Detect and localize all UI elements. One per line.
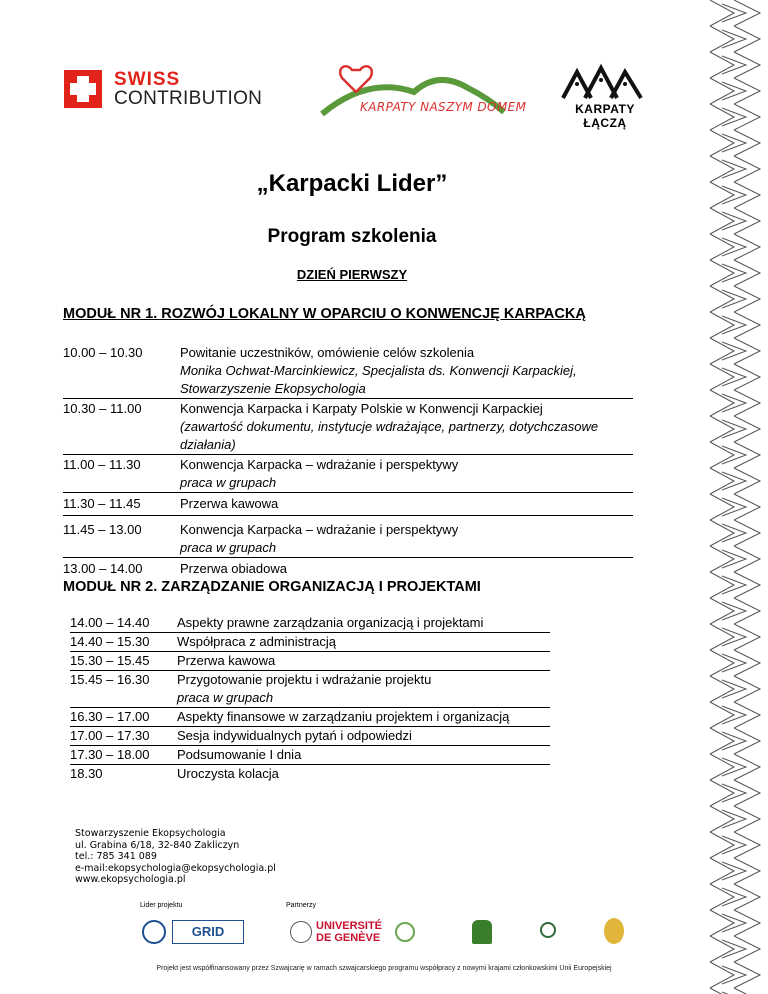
schedule-row xyxy=(70,671,550,708)
schedule-time: 17.00 – 17.30 xyxy=(70,728,150,743)
border-zigzag-segment xyxy=(710,338,760,364)
schedule-time: 14.00 – 14.40 xyxy=(70,615,150,630)
border-zigzag-segment xyxy=(710,442,760,468)
karpaty-naszym-domem-text: KARPATY NASZYM DOMEM xyxy=(360,100,527,114)
border-zigzag-segment xyxy=(710,312,760,338)
grid-logo: GRID xyxy=(172,920,244,944)
document-subtitle: Program szkolenia xyxy=(267,226,437,247)
border-zigzag-segment xyxy=(710,364,760,390)
partner-ekopsychologia-logo-icon xyxy=(395,922,415,942)
border-zigzag-segment xyxy=(710,780,760,806)
schedule-time: 13.00 – 14.00 xyxy=(63,561,143,576)
schedule-row xyxy=(70,727,550,746)
schedule-time: 18.30 xyxy=(70,766,103,781)
schedule-time: 15.45 – 16.30 xyxy=(70,672,150,687)
border-zigzag-segment xyxy=(710,390,760,416)
partner-green-logo-icon xyxy=(472,920,492,944)
schedule-item: Współpraca z administracją xyxy=(177,634,336,649)
border-zigzag-segment xyxy=(710,546,760,572)
schedule-time: 11.30 – 11.45 xyxy=(63,496,141,511)
border-zigzag-segment xyxy=(710,260,760,286)
schedule-time: 14.40 – 15.30 xyxy=(70,634,150,649)
schedule-item: Przerwa obiadowa xyxy=(180,561,287,576)
partner-orange-logo-icon xyxy=(604,918,624,944)
address-phone: tel.: 785 341 089 xyxy=(75,851,157,862)
border-zigzag-segment xyxy=(710,286,760,312)
border-zigzag-segment xyxy=(710,572,760,598)
swiss-logo-line2: CONTRIBUTION xyxy=(114,88,263,109)
border-zigzag-segment xyxy=(710,416,760,442)
border-zigzag-segment xyxy=(710,988,760,994)
border-zigzag-segment xyxy=(710,494,760,520)
schedule-time: 16.30 – 17.00 xyxy=(70,709,150,724)
border-zigzag-segment xyxy=(710,78,760,104)
partner-ecology-center-logo-icon xyxy=(540,922,556,938)
border-zigzag-segment xyxy=(710,234,760,260)
border-zigzag-segment xyxy=(710,728,760,754)
border-zigzag-segment xyxy=(710,598,760,624)
schedule-item: Aspekty prawne zarządzania organizacją i projektami xyxy=(177,615,484,630)
schedule-item: Podsumowanie I dnia xyxy=(177,747,302,762)
border-zigzag-segment xyxy=(710,858,760,884)
module1-schedule xyxy=(63,344,633,579)
karpaty-lacza-text: KARPATY ŁĄCZĄ xyxy=(575,102,635,130)
schedule-item: Uroczysta kolacja xyxy=(177,766,279,781)
university-geneva-logo xyxy=(316,920,382,944)
border-zigzag-segment xyxy=(710,130,760,156)
schedule-item: Sesja indywidualnych pytań i odpowiedzi xyxy=(177,728,412,743)
schedule-item: Aspekty finansowe w zarządzaniu projektem i organizacją xyxy=(177,709,510,724)
border-zigzag-segment xyxy=(710,0,760,26)
partnerzy-label: Partnerzy xyxy=(286,902,316,909)
border-zigzag-segment xyxy=(710,468,760,494)
swiss-contribution-logo xyxy=(64,70,262,108)
schedule-time: 10.30 – 11.00 xyxy=(63,401,142,416)
schedule-time: 10.00 – 10.30 xyxy=(63,345,143,360)
schedule-row xyxy=(70,708,550,727)
border-zigzag-segment xyxy=(710,182,760,208)
border-zigzag-segment xyxy=(710,936,760,962)
schedule-item: Konwencja Karpacka i Karpaty Polskie w Konwencji Karpackiej xyxy=(180,401,543,416)
unige-line1: UNIVERSITÉ xyxy=(316,920,383,932)
schedule-note: Monika Ochwat-Marcinkiewicz, Specjalista ds. Konwencji Karpackiej, Stowarzyszenie Ekopsychologia xyxy=(180,363,577,396)
schedule-row xyxy=(70,652,550,671)
address-email[interactable]: e-mail:ekopsychologia@ekopsychologia.pl xyxy=(75,862,276,874)
border-zigzag-segment xyxy=(710,832,760,858)
schedule-item: Konwencja Karpacka – wdrażanie i perspektywy xyxy=(180,457,459,472)
schedule-note: praca w grupach xyxy=(177,690,274,705)
schedule-row xyxy=(63,400,633,455)
schedule-row xyxy=(70,614,550,633)
module2-heading: MODUŁ NR 2. ZARZĄDZANIE ORGANIZACJĄ I PROJEKTAMI xyxy=(63,579,481,595)
schedule-row xyxy=(70,746,550,765)
schedule-item: Konwencja Karpacka – wdrażanie i perspektywy xyxy=(180,522,459,537)
address-street: ul. Grabina 6/18, 32-840 Zakliczyn xyxy=(75,839,240,851)
border-zigzag-segment xyxy=(710,156,760,182)
day-heading: DZIEŃ PIERWSZY xyxy=(296,267,408,282)
schedule-row xyxy=(63,344,633,399)
border-zigzag-segment xyxy=(710,208,760,234)
border-zigzag-segment xyxy=(710,754,760,780)
schedule-item: Powitanie uczestników, omówienie celów szkolenia xyxy=(180,345,475,360)
schedule-row xyxy=(63,517,633,558)
schedule-time: 11.45 – 13.00 xyxy=(63,522,142,537)
border-zigzag-segment xyxy=(710,910,760,936)
schedule-time: 15.30 – 15.45 xyxy=(70,653,150,668)
schedule-time: 11.00 – 11.30 xyxy=(63,457,141,472)
schedule-row xyxy=(63,559,633,578)
swiss-logo-line1: SWISS xyxy=(114,69,181,90)
schedule-note: praca w grupach xyxy=(180,540,277,555)
schedule-note: (zawartość dokumentu, instytucje wdrażające, partnerzy, dotychczasowe działania) xyxy=(180,419,599,452)
border-zigzag-segment xyxy=(710,806,760,832)
document-title: „Karpacki Lider” xyxy=(256,170,448,197)
module2-schedule xyxy=(70,614,550,783)
schedule-item: Przygotowanie projektu i wdrażanie projektu xyxy=(177,672,432,687)
university-seal-icon xyxy=(290,921,312,943)
border-zigzag-segment xyxy=(710,624,760,650)
schedule-time: 17.30 – 18.00 xyxy=(70,747,150,762)
border-zigzag-segment xyxy=(710,702,760,728)
organization-address xyxy=(75,828,276,886)
schedule-note: praca w grupach xyxy=(180,475,277,490)
lider-label: Lider projektu xyxy=(140,902,183,909)
swiss-flag-icon xyxy=(64,70,102,108)
border-zigzag-segment xyxy=(710,104,760,130)
address-website[interactable]: www.ekopsychologia.pl xyxy=(75,874,186,885)
schedule-row xyxy=(70,633,550,652)
border-zigzag-segment xyxy=(710,676,760,702)
funding-note: Projekt jest współfinansowany przez Szwajcarię w ramach szwajcarskiego programu współpracy z nowymi krajami członkowskimi Unii Europejskiej xyxy=(156,965,612,972)
schedule-row xyxy=(63,456,633,493)
module1-heading: MODUŁ NR 1. ROZWÓJ LOKALNY W OPARCIU O KONWENCJĘ KARPACKĄ xyxy=(63,306,586,322)
border-zigzag-segment xyxy=(710,52,760,78)
border-zigzag-segment xyxy=(710,650,760,676)
border-zigzag-segment xyxy=(710,26,760,52)
border-zigzag-segment xyxy=(710,520,760,546)
decorative-side-border xyxy=(704,0,768,994)
schedule-row xyxy=(70,765,550,783)
unep-logo-icon xyxy=(142,920,166,944)
border-zigzag-segment xyxy=(710,884,760,910)
unige-line2: DE GENÈVE xyxy=(316,932,381,944)
address-org-name: Stowarzyszenie Ekopsychologia xyxy=(75,828,226,839)
schedule-row xyxy=(63,494,633,516)
schedule-item: Przerwa kawowa xyxy=(180,496,279,511)
schedule-item: Przerwa kawowa xyxy=(177,653,276,668)
